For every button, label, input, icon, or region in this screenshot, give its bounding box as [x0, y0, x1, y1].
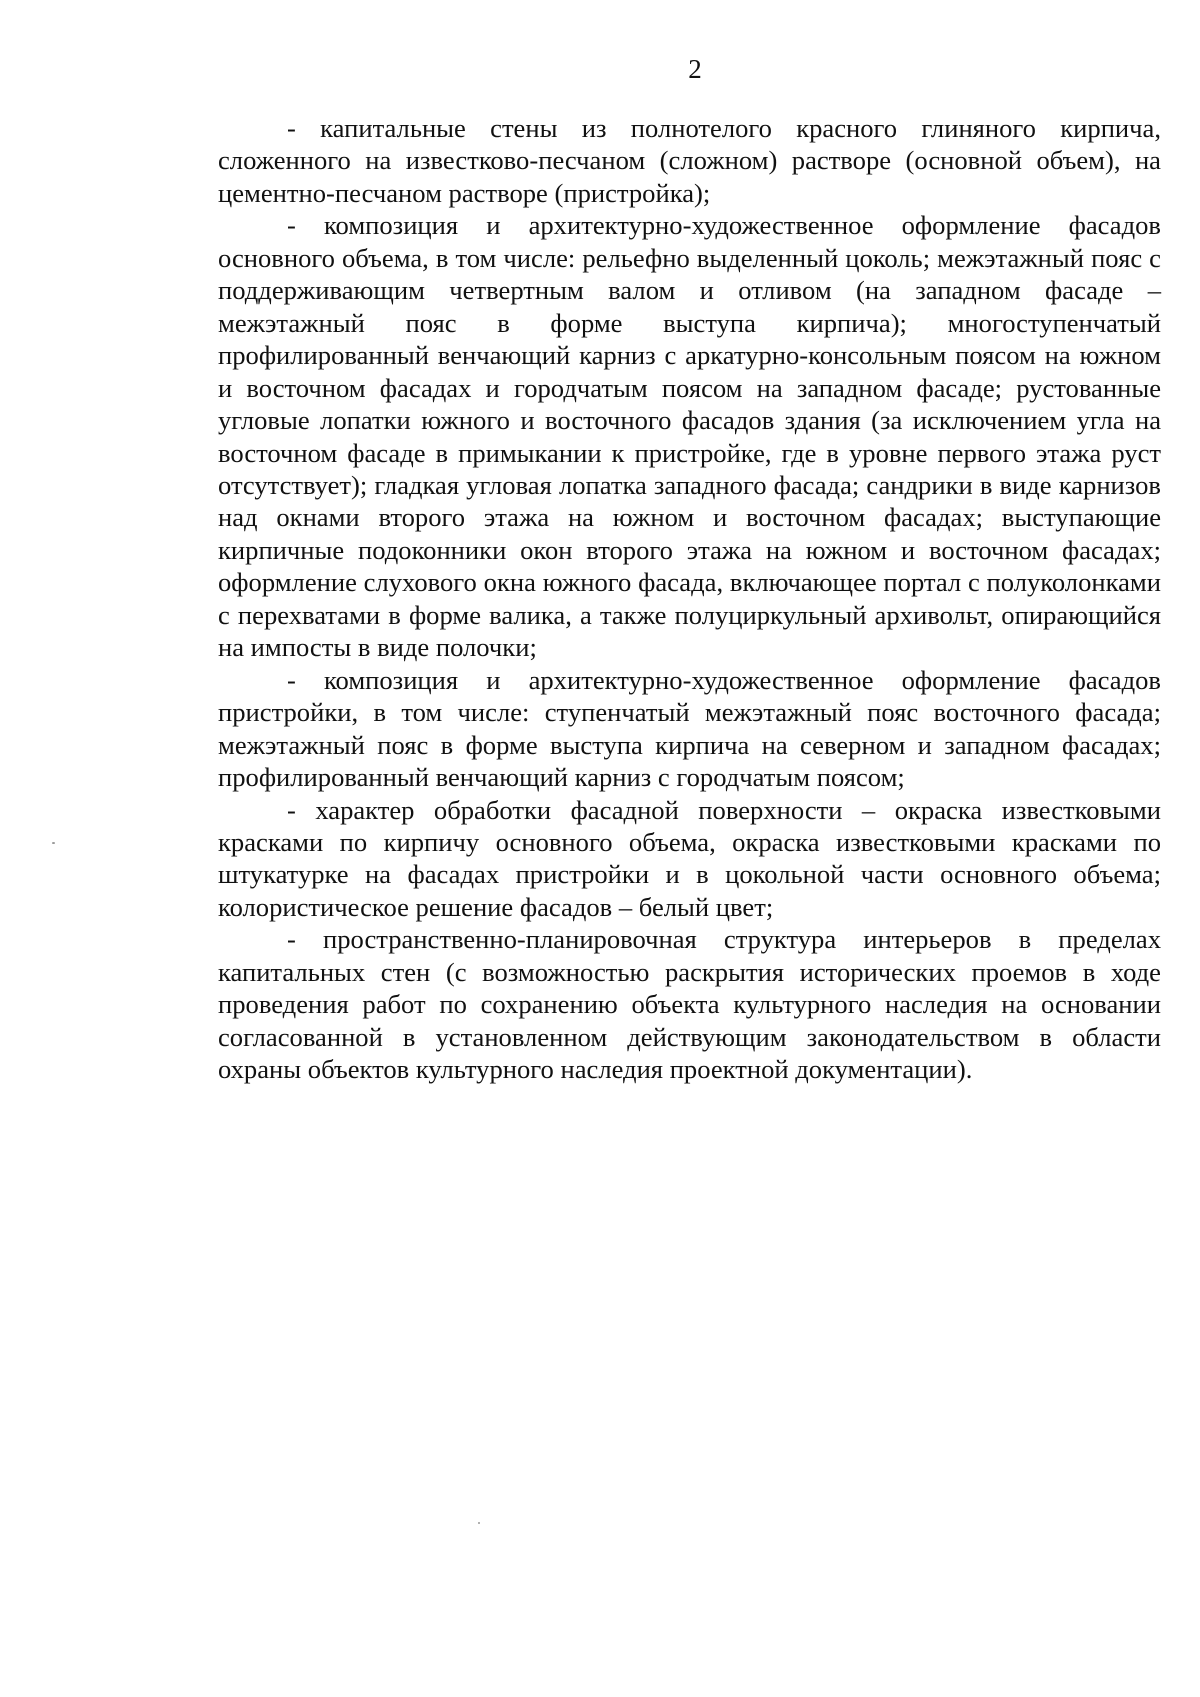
paragraph-annex-facades: - композиция и архитектурно-художественное оформление фасадов пристройки, в том числе: ступенчатый межэтажный пояс восточного фасада; межэтажный пояс в форме выступа кирпича на северном и западном фасадах; профилированный венчающий карниз с городчатым поясом;	[218, 664, 1161, 793]
paragraph-walls: - капитальные стены из полнотелого красного глиняного кирпича, сложенного на известково-песчаном (сложном) растворе (основной объем), на цементно-песчаном растворе (пристройка);	[218, 113, 1161, 208]
paragraph-interior-structure: - пространственно-планировочная структура интерьеров в пределах капитальных стен (с возможностью раскрытия исторических проемов в ходе проведения работ по сохранению объекта культурного наследия на основании согласованной в установленном действующим законодательством в области охраны объектов культурного наследия проектной документации).	[218, 924, 1161, 1085]
scan-speck	[478, 1522, 480, 1524]
page-number: 2	[688, 54, 702, 84]
paragraph-main-facades: - композиция и архитектурно-художественное оформление фасадов основного объема, в том числе: рельефно выделенный цоколь; межэтажный пояс с поддерживающим четвертным валом и отливом (на западном фасаде – межэтажный пояс в форме выступа кирпича); многоступенчатый профилированный венчающий карниз с аркатурно-консольным поясом на южном и восточном фасадах и городчатым поясом на западном фасаде; рустованные угловые лопатки южного и восточного фасадов здания (за исключением угла на восточном фасаде в примыкании к пристройке, где в уровне первого этажа руст отсутствует); гладкая угловая лопатка западного фасада; сандрики в виде карнизов над окнами второго этажа на южном и восточном фасадах; выступающие кирпичные подоконники окон второго этажа на южном и восточном фасадах; оформление слухового окна южного фасада, включающее портал с полуколонками с перехватами в форме валика, а также полуциркульный архивольт, опирающийся на импосты в виде полочки;	[218, 210, 1161, 663]
paragraph-surface-treatment: - характер обработки фасадной поверхности – окраска известковыми красками по кирпичу основного объема, окраска известковыми красками по штукатурке на фасадах пристройки и в цокольной части основного объема; колористическое решение фасадов – белый цвет;	[218, 794, 1161, 922]
scan-speck	[52, 842, 55, 844]
document-body	[218, 112, 1161, 1086]
